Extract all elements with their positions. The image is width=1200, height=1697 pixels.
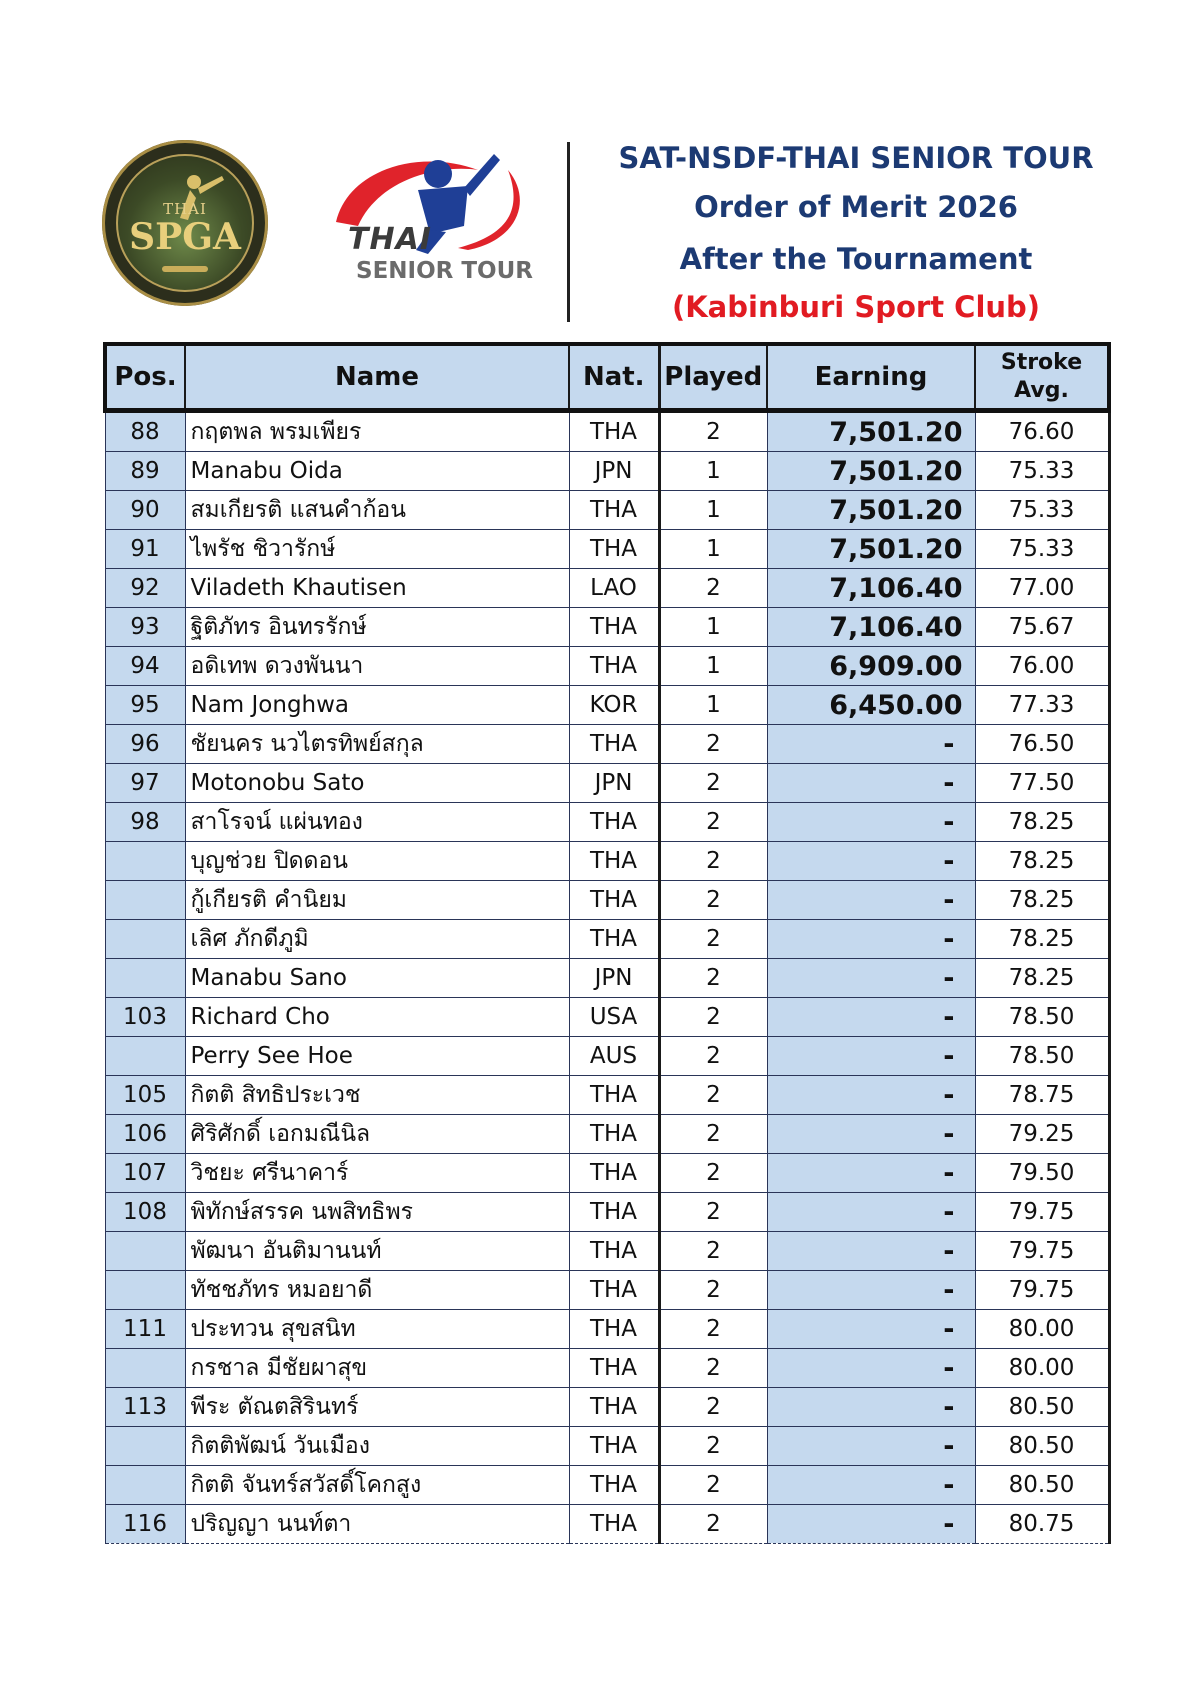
cell-played: 2: [659, 803, 767, 842]
cell-played: 2: [659, 1154, 767, 1193]
cell-pos: 91: [105, 530, 185, 569]
cell-name: เลิศ ภักดีภูมิ: [185, 920, 569, 959]
cell-played: 2: [659, 1037, 767, 1076]
cell-stroke-avg: 76.60: [975, 411, 1109, 452]
cell-earning: -: [767, 1271, 975, 1310]
tour-title: SAT-NSDF-THAI SENIOR TOUR: [618, 141, 1094, 175]
cell-played: 2: [659, 1466, 767, 1505]
cell-stroke-avg: 75.33: [975, 491, 1109, 530]
cell-played: 1: [659, 686, 767, 725]
cell-stroke-avg: 77.33: [975, 686, 1109, 725]
table-row: [105, 803, 1109, 842]
cell-pos: 116: [105, 1505, 185, 1544]
cell-pos: [105, 1349, 185, 1388]
cell-stroke-avg: 78.25: [975, 842, 1109, 881]
cell-pos: [105, 1466, 185, 1505]
cell-nat: THA: [569, 1427, 659, 1466]
cell-earning: -: [767, 1505, 975, 1544]
cell-stroke-avg: 79.25: [975, 1115, 1109, 1154]
cell-played: 2: [659, 764, 767, 803]
cell-name: ฐิติภัทร อินทรรักษ์: [185, 608, 569, 647]
cell-played: 1: [659, 452, 767, 491]
cell-name: พีระ ตัณตสิรินทร์: [185, 1388, 569, 1427]
cell-earning: 7,501.20: [767, 530, 975, 569]
cell-played: 2: [659, 1505, 767, 1544]
cell-earning: -: [767, 1154, 975, 1193]
cell-stroke-avg: 78.25: [975, 881, 1109, 920]
cell-nat: THA: [569, 411, 659, 452]
cell-played: 2: [659, 1310, 767, 1349]
header-played: Played: [659, 344, 767, 411]
cell-nat: THA: [569, 530, 659, 569]
cell-name: ปริญญา นนท์ตา: [185, 1505, 569, 1544]
cell-stroke-avg: 80.50: [975, 1427, 1109, 1466]
cell-name: กิตติ สิทธิประเวช: [185, 1076, 569, 1115]
cell-name: Nam Jonghwa: [185, 686, 569, 725]
table-row: [105, 959, 1109, 998]
thai-senior-tour-logo: [318, 130, 548, 300]
cell-pos: 105: [105, 1076, 185, 1115]
cell-stroke-avg: 78.50: [975, 998, 1109, 1037]
cell-stroke-avg: 78.50: [975, 1037, 1109, 1076]
cell-name: Viladeth Khautisen: [185, 569, 569, 608]
cell-earning: -: [767, 881, 975, 920]
table-row: [105, 1349, 1109, 1388]
cell-nat: THA: [569, 1232, 659, 1271]
header-nat: Nat.: [569, 344, 659, 411]
cell-name: Manabu Oida: [185, 452, 569, 491]
cell-pos: [105, 881, 185, 920]
cell-played: 1: [659, 530, 767, 569]
cell-earning: -: [767, 1232, 975, 1271]
cell-name: บุญช่วย ปิดดอน: [185, 842, 569, 881]
cell-name: ชัยนคร นวไตรทิพย์สกุล: [185, 725, 569, 764]
spga-logo: [102, 140, 268, 306]
cell-played: 2: [659, 725, 767, 764]
cell-nat: THA: [569, 920, 659, 959]
cell-earning: -: [767, 1466, 975, 1505]
cell-earning: 7,106.40: [767, 608, 975, 647]
cell-earning: -: [767, 1115, 975, 1154]
table-body: [105, 411, 1109, 1544]
table-row: [105, 1193, 1109, 1232]
cell-nat: AUS: [569, 1037, 659, 1076]
cell-nat: THA: [569, 842, 659, 881]
table-row: [105, 998, 1109, 1037]
cell-name: สาโรจน์ แผ่นทอง: [185, 803, 569, 842]
cell-pos: 106: [105, 1115, 185, 1154]
cell-nat: THA: [569, 1154, 659, 1193]
cell-stroke-avg: 75.33: [975, 530, 1109, 569]
table-row: [105, 764, 1109, 803]
cell-nat: THA: [569, 725, 659, 764]
cell-played: 2: [659, 1232, 767, 1271]
table-row: [105, 1388, 1109, 1427]
cell-nat: THA: [569, 1271, 659, 1310]
cell-earning: -: [767, 725, 975, 764]
table-row: [105, 647, 1109, 686]
cell-pos: [105, 959, 185, 998]
cell-pos: [105, 920, 185, 959]
table-row: [105, 686, 1109, 725]
cell-earning: 6,909.00: [767, 647, 975, 686]
cell-stroke-avg: 80.00: [975, 1349, 1109, 1388]
cell-pos: 88: [105, 411, 185, 452]
cell-earning: -: [767, 1427, 975, 1466]
cell-nat: THA: [569, 803, 659, 842]
header-stroke-avg-line1: Stroke: [1000, 350, 1083, 375]
cell-earning: -: [767, 1349, 975, 1388]
cell-pos: 108: [105, 1193, 185, 1232]
cell-earning: -: [767, 1037, 975, 1076]
cell-name: กรชาล มีชัยผาสุข: [185, 1349, 569, 1388]
cell-nat: KOR: [569, 686, 659, 725]
table-row: [105, 1076, 1109, 1115]
cell-earning: -: [767, 803, 975, 842]
header-divider: [567, 142, 570, 322]
cell-nat: THA: [569, 1466, 659, 1505]
cell-name: Richard Cho: [185, 998, 569, 1037]
cell-played: 1: [659, 608, 767, 647]
table-row: [105, 1232, 1109, 1271]
table-row: [105, 881, 1109, 920]
table-row: [105, 725, 1109, 764]
senior-tour-logo-word-thai: THAI: [348, 222, 432, 257]
cell-name: กฤตพล พรมเพียร: [185, 411, 569, 452]
cell-pos: 98: [105, 803, 185, 842]
cell-name: Motonobu Sato: [185, 764, 569, 803]
table-row: [105, 842, 1109, 881]
cell-pos: 93: [105, 608, 185, 647]
cell-stroke-avg: 76.00: [975, 647, 1109, 686]
table-row: [105, 1427, 1109, 1466]
table-header-row: [105, 344, 1109, 411]
cell-pos: 113: [105, 1388, 185, 1427]
cell-name: กิตติ จันทร์สวัสดิ์โคกสูง: [185, 1466, 569, 1505]
cell-nat: THA: [569, 1349, 659, 1388]
cell-nat: THA: [569, 1388, 659, 1427]
cell-played: 2: [659, 1349, 767, 1388]
cell-name: กิตติพัฒน์ วันเมือง: [185, 1427, 569, 1466]
cell-pos: [105, 1427, 185, 1466]
cell-stroke-avg: 79.75: [975, 1193, 1109, 1232]
cell-name: Manabu Sano: [185, 959, 569, 998]
cell-pos: [105, 1232, 185, 1271]
header-stroke-avg-line2: Avg.: [1014, 378, 1069, 403]
cell-name: อดิเทพ ดวงพันนา: [185, 647, 569, 686]
cell-name: Perry See Hoe: [185, 1037, 569, 1076]
cell-pos: [105, 1271, 185, 1310]
cell-earning: -: [767, 842, 975, 881]
cell-played: 1: [659, 647, 767, 686]
cell-pos: 92: [105, 569, 185, 608]
cell-played: 2: [659, 1115, 767, 1154]
table-row: [105, 569, 1109, 608]
senior-tour-logo-word-senior-tour: SENIOR TOUR: [356, 258, 533, 284]
cell-pos: 107: [105, 1154, 185, 1193]
cell-played: 2: [659, 1076, 767, 1115]
cell-pos: 97: [105, 764, 185, 803]
header-name: Name: [185, 344, 569, 411]
cell-stroke-avg: 77.50: [975, 764, 1109, 803]
table-row: [105, 920, 1109, 959]
cell-played: 2: [659, 1427, 767, 1466]
cell-nat: THA: [569, 491, 659, 530]
venue-title: (Kabinburi Sport Club): [671, 290, 1041, 324]
cell-name: วิชยะ ศรีนาคาร์: [185, 1154, 569, 1193]
cell-nat: LAO: [569, 569, 659, 608]
cell-earning: -: [767, 764, 975, 803]
cell-nat: USA: [569, 998, 659, 1037]
cell-pos: 89: [105, 452, 185, 491]
cell-played: 2: [659, 842, 767, 881]
cell-stroke-avg: 80.75: [975, 1505, 1109, 1544]
cell-name: ไพรัช ชิวารักษ์: [185, 530, 569, 569]
cell-pos: 111: [105, 1310, 185, 1349]
table-row: [105, 491, 1109, 530]
after-tournament-title: After the Tournament: [679, 242, 1033, 276]
cell-stroke-avg: 76.50: [975, 725, 1109, 764]
cell-earning: -: [767, 1310, 975, 1349]
spga-logo-word-thai: THAI: [163, 200, 207, 218]
cell-played: 2: [659, 998, 767, 1037]
header-pos: Pos.: [105, 344, 185, 411]
cell-earning: -: [767, 1388, 975, 1427]
table-row: [105, 1037, 1109, 1076]
cell-played: 2: [659, 959, 767, 998]
cell-earning: 6,450.00: [767, 686, 975, 725]
table-row: [105, 530, 1109, 569]
cell-nat: THA: [569, 1076, 659, 1115]
table-row: [105, 1466, 1109, 1505]
cell-nat: JPN: [569, 959, 659, 998]
cell-name: พัฒนา อันติมานนท์: [185, 1232, 569, 1271]
table-row: [105, 411, 1109, 452]
table-row: [105, 1154, 1109, 1193]
table-row: [105, 1310, 1109, 1349]
cell-name: กู้เกียรติ คำนิยม: [185, 881, 569, 920]
cell-stroke-avg: 80.00: [975, 1310, 1109, 1349]
cell-pos: 90: [105, 491, 185, 530]
cell-played: 2: [659, 920, 767, 959]
cell-pos: 95: [105, 686, 185, 725]
cell-name: สมเกียรติ แสนคำก้อน: [185, 491, 569, 530]
table-row: [105, 452, 1109, 491]
cell-name: ทัชชภัทร หมอยาดี: [185, 1271, 569, 1310]
cell-played: 2: [659, 1388, 767, 1427]
cell-nat: JPN: [569, 452, 659, 491]
cell-earning: -: [767, 998, 975, 1037]
table-row: [105, 608, 1109, 647]
cell-nat: THA: [569, 647, 659, 686]
cell-name: ศิริศักดิ์ เอกมณีนิล: [185, 1115, 569, 1154]
cell-stroke-avg: 78.25: [975, 959, 1109, 998]
cell-played: 2: [659, 1193, 767, 1232]
cell-nat: THA: [569, 1310, 659, 1349]
cell-nat: THA: [569, 608, 659, 647]
cell-stroke-avg: 79.75: [975, 1271, 1109, 1310]
cell-pos: 103: [105, 998, 185, 1037]
cell-earning: -: [767, 1076, 975, 1115]
cell-earning: -: [767, 1193, 975, 1232]
cell-pos: [105, 842, 185, 881]
cell-name: ประทวน สุขสนิท: [185, 1310, 569, 1349]
cell-nat: THA: [569, 1193, 659, 1232]
order-of-merit-title: Order of Merit 2026: [694, 190, 1018, 224]
table-row: [105, 1115, 1109, 1154]
cell-stroke-avg: 75.33: [975, 452, 1109, 491]
cell-earning: 7,501.20: [767, 491, 975, 530]
cell-nat: THA: [569, 881, 659, 920]
cell-earning: 7,106.40: [767, 569, 975, 608]
cell-stroke-avg: 75.67: [975, 608, 1109, 647]
cell-earning: 7,501.20: [767, 452, 975, 491]
cell-nat: THA: [569, 1505, 659, 1544]
cell-stroke-avg: 78.25: [975, 803, 1109, 842]
header-stroke-avg: [975, 344, 1109, 411]
cell-earning: -: [767, 959, 975, 998]
cell-nat: THA: [569, 1115, 659, 1154]
cell-stroke-avg: 79.75: [975, 1232, 1109, 1271]
cell-stroke-avg: 77.00: [975, 569, 1109, 608]
order-of-merit-table: [103, 342, 1111, 1544]
cell-earning: 7,501.20: [767, 411, 975, 452]
cell-pos: 96: [105, 725, 185, 764]
cell-nat: JPN: [569, 764, 659, 803]
cell-pos: 94: [105, 647, 185, 686]
header-earning: Earning: [767, 344, 975, 411]
cell-played: 2: [659, 411, 767, 452]
cell-played: 1: [659, 491, 767, 530]
table-row: [105, 1271, 1109, 1310]
table-row: [105, 1505, 1109, 1544]
cell-stroke-avg: 80.50: [975, 1388, 1109, 1427]
cell-played: 2: [659, 1271, 767, 1310]
cell-stroke-avg: 80.50: [975, 1466, 1109, 1505]
cell-name: พิทักษ์สรรค นพสิทธิพร: [185, 1193, 569, 1232]
cell-played: 2: [659, 881, 767, 920]
cell-stroke-avg: 78.25: [975, 920, 1109, 959]
cell-played: 2: [659, 569, 767, 608]
spga-logo-word-spga: SPGA: [129, 216, 241, 258]
cell-stroke-avg: 78.75: [975, 1076, 1109, 1115]
cell-earning: -: [767, 920, 975, 959]
cell-pos: [105, 1037, 185, 1076]
cell-stroke-avg: 79.50: [975, 1154, 1109, 1193]
